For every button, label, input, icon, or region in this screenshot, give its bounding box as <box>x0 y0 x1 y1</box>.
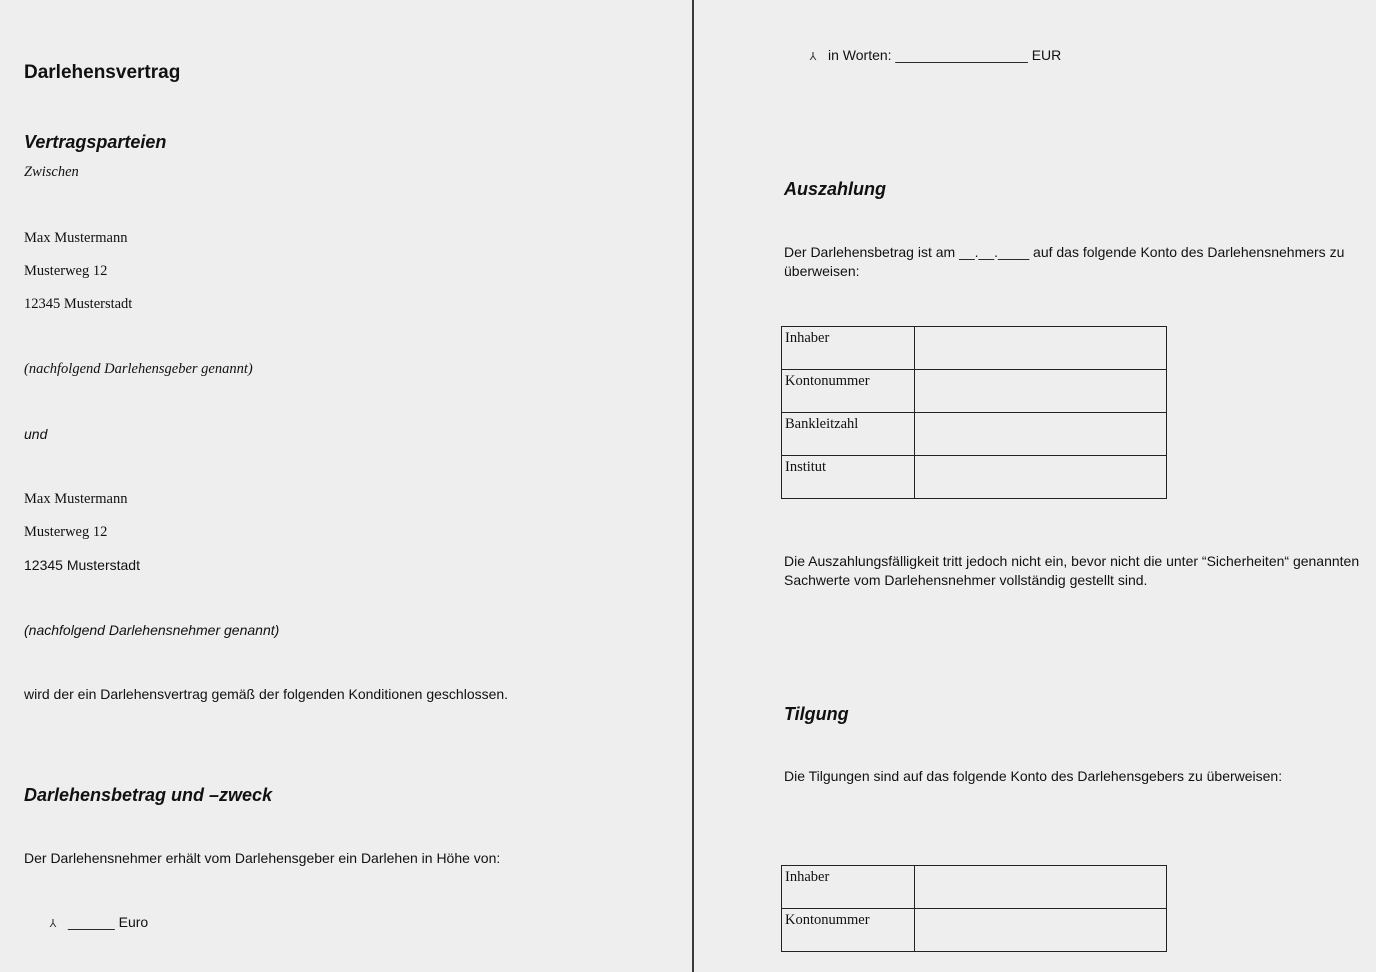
table-cell-value[interactable] <box>915 413 1167 456</box>
in-words-line <box>806 47 1061 63</box>
table-cell-label: Institut <box>782 456 915 499</box>
and-label: und <box>24 426 48 442</box>
in-words-text: in Worten: _________________ EUR <box>828 47 1062 63</box>
arrow-bullet-icon: ⅄ <box>49 918 57 930</box>
conclusion-text: wird der ein Darlehensvertrag gemäß der folgenden Konditionen geschlossen. <box>24 686 509 702</box>
table-cell-value[interactable] <box>915 370 1167 413</box>
between-label: Zwischen <box>24 164 79 180</box>
table-cell-value[interactable] <box>915 456 1167 499</box>
table-row <box>782 456 1167 499</box>
table-cell-value[interactable] <box>915 327 1167 370</box>
repayment-heading: Tilgung <box>784 704 849 724</box>
amount-heading: Darlehensbetrag und –zweck <box>24 785 273 805</box>
table-cell-label: Kontonummer <box>782 909 915 952</box>
table-row <box>782 327 1167 370</box>
document-page-right <box>694 0 1376 972</box>
table-row <box>782 413 1167 456</box>
borrower-street: Musterweg 12 <box>24 524 108 540</box>
lender-city: 12345 Musterstadt <box>24 296 133 312</box>
table-cell-value[interactable] <box>915 866 1167 909</box>
payout-account-table <box>781 326 1167 499</box>
payout-condition-text: Die Auszahlungsfälligkeit tritt jedoch nicht ein, bevor nicht die unter “Sicherheiten“ genannten Sachwerte vom Darlehensnehmer vollständig gestellt sind. <box>784 553 1360 588</box>
arrow-bullet-icon: ⅄ <box>809 51 817 63</box>
document-title: Darlehensvertrag <box>24 62 181 83</box>
repayment-text: Die Tilgungen sind auf das folgende Konto des Darlehensgebers zu überweisen: <box>784 768 1283 784</box>
repayment-account-table <box>781 865 1167 952</box>
table-row <box>782 370 1167 413</box>
payout-text: Der Darlehensbetrag ist am __.__.____ auf das folgende Konto des Darlehensnehmers zu überweisen: <box>784 244 1345 279</box>
lender-name: Max Mustermann <box>24 230 128 246</box>
borrower-name: Max Mustermann <box>24 491 128 507</box>
amount-value-line: ______ Euro <box>68 914 149 930</box>
lender-note: (nachfolgend Darlehensgeber genannt) <box>24 361 253 377</box>
borrower-note: (nachfolgend Darlehensnehmer genannt) <box>24 622 280 638</box>
table-cell-label: Kontonummer <box>782 370 915 413</box>
borrower-city: 12345 Musterstadt <box>24 557 140 573</box>
table-row <box>782 909 1167 952</box>
table-cell-label: Inhaber <box>782 327 915 370</box>
payout-heading: Auszahlung <box>784 179 886 199</box>
lender-street: Musterweg 12 <box>24 263 108 279</box>
amount-line <box>46 914 148 930</box>
table-cell-label: Inhaber <box>782 866 915 909</box>
amount-text: Der Darlehensnehmer erhält vom Darlehensgeber ein Darlehen in Höhe von: <box>24 850 501 866</box>
table-row <box>782 866 1167 909</box>
parties-heading: Vertragsparteien <box>24 132 167 152</box>
table-cell-value[interactable] <box>915 909 1167 952</box>
table-cell-label: Bankleitzahl <box>782 413 915 456</box>
